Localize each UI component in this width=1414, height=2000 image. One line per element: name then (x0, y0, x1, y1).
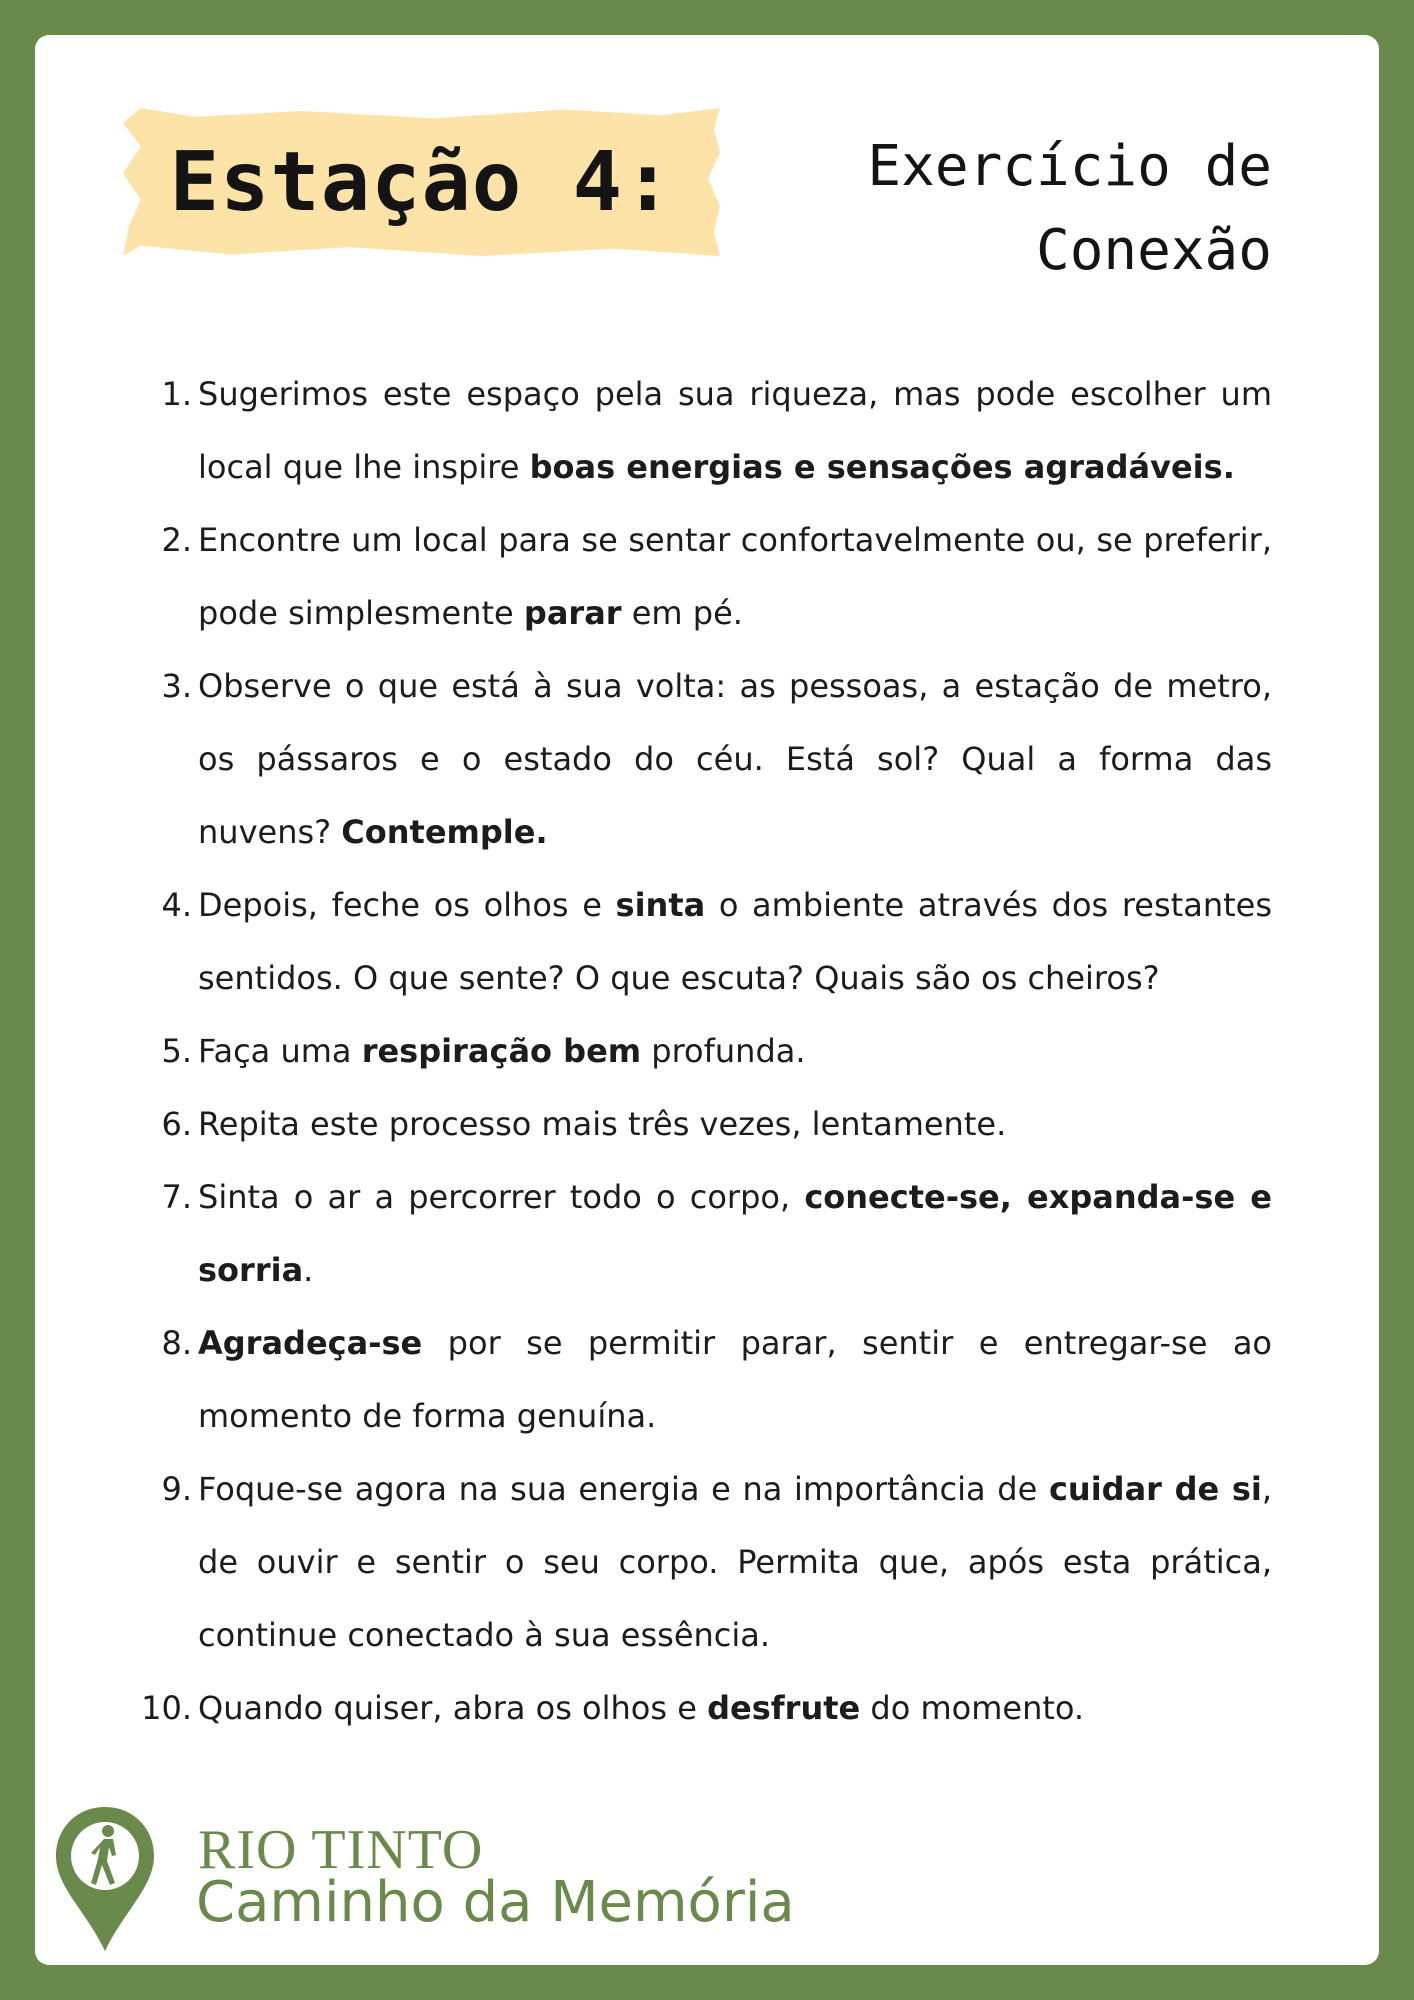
step-item (120, 1088, 1272, 1161)
title-line-2: Conexão (1035, 218, 1272, 283)
step-item (120, 1307, 1272, 1453)
step-text-bold: parar (523, 594, 622, 632)
step-text (198, 1032, 806, 1070)
step-number: 4. (161, 886, 192, 924)
step-number: 1. (161, 375, 192, 413)
brand-line-2: Caminho da Memória (196, 1870, 795, 1935)
step-text-segment: profunda. (641, 1032, 806, 1070)
step-text (198, 521, 1272, 632)
step-text-bold: Agradeça-se (198, 1324, 423, 1362)
step-text-segment: o ambiente através dos restantes sentidos. O que sente? O que escuta? Quais são os cheiros? (198, 886, 1273, 997)
step-text-segment: , de ouvir e sentir o seu corpo. Permita que, após esta prática, continue conectado à sua essência. (198, 1470, 1273, 1654)
step-text-bold: boas energias e sensações agradáveis. (529, 448, 1235, 486)
step-text-segment: Sinta o ar a percorrer todo o corpo, (198, 1178, 805, 1216)
title-line-1: Exercício de (867, 134, 1272, 199)
step-item (120, 650, 1272, 869)
station-label: Estação 4: (169, 134, 674, 230)
step-item (120, 1161, 1272, 1307)
step-item (120, 504, 1272, 650)
step-text-bold: cuidar de si (1048, 1470, 1262, 1508)
step-text (198, 1324, 1272, 1435)
step-item (120, 1453, 1272, 1672)
step-text-bold: desfrute (707, 1689, 861, 1727)
step-text (198, 1178, 1272, 1289)
step-text-bold: respiração bem (361, 1032, 642, 1070)
step-text (198, 1689, 1084, 1727)
step-number: 8. (161, 1324, 192, 1362)
step-text-segment: . (303, 1251, 314, 1289)
step-text-segment: Depois, feche os olhos e (198, 886, 616, 924)
step-text-segment: Faça uma (198, 1032, 362, 1070)
step-text (198, 375, 1272, 486)
step-number: 5. (161, 1032, 192, 1070)
step-text-segment: do momento. (860, 1689, 1085, 1727)
step-text (198, 1470, 1272, 1654)
step-number: 6. (161, 1105, 192, 1143)
step-text (198, 667, 1272, 851)
step-text (198, 1105, 1006, 1143)
step-text-segment: Quando quiser, abra os olhos e (198, 1689, 708, 1727)
step-text-segment: Sugerimos este espaço pela sua riqueza, mas pode escolher um local que lhe inspire (198, 375, 1272, 486)
brand-line-1: RIO TINTO (198, 1819, 484, 1881)
step-number: 10. (141, 1689, 192, 1727)
step-text-segment: Foque-se agora na sua energia e na importância de (198, 1470, 1049, 1508)
step-text-bold: sinta (615, 886, 706, 924)
step-text-segment: Observe o que está à sua volta: as pessoas, a estação de metro, os pássaros e o estado do céu. Está sol? Qual a forma das nuvens? (198, 667, 1272, 851)
step-number: 9. (161, 1470, 192, 1508)
walking-person-map-pin-icon (52, 1803, 158, 1955)
step-text-segment: Encontre um local para se sentar confortavelmente ou, se preferir, pode simplesmente (198, 521, 1272, 632)
step-text-segment: em pé. (621, 594, 743, 632)
step-number: 7. (161, 1178, 192, 1216)
step-text-segment: por se permitir parar, sentir e entregar-se ao momento de forma genuína. (198, 1324, 1272, 1435)
step-text (198, 886, 1272, 997)
steps-list (120, 358, 1272, 1745)
step-item (120, 358, 1272, 504)
step-item (120, 1672, 1272, 1745)
page-title (760, 125, 1272, 293)
step-number: 2. (161, 521, 192, 559)
step-text-segment: Repita este processo mais três vezes, lentamente. (198, 1105, 1007, 1143)
step-number: 3. (161, 667, 192, 705)
step-item (120, 869, 1272, 1015)
step-item (120, 1015, 1272, 1088)
step-text-bold: conecte-se, expanda-se e sorria (198, 1178, 1273, 1289)
step-text-bold: Contemple. (341, 813, 548, 851)
